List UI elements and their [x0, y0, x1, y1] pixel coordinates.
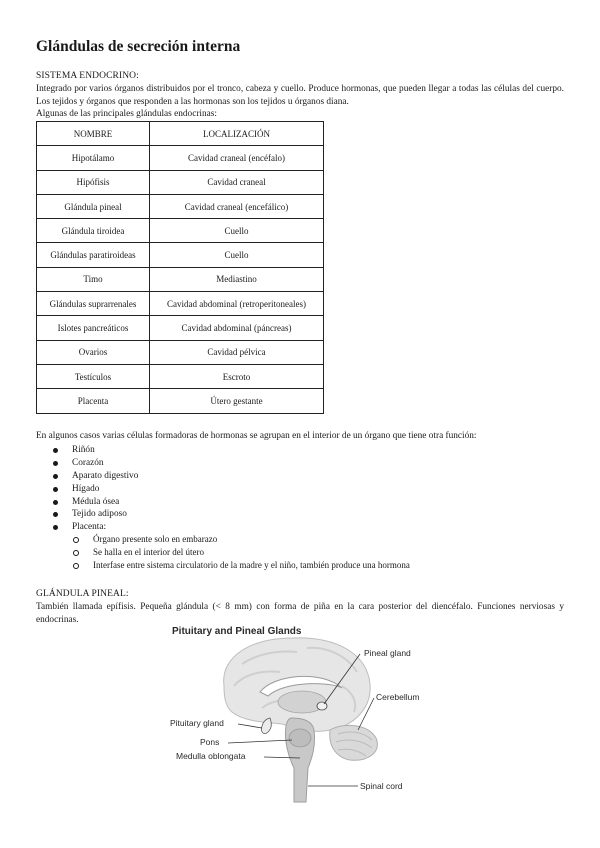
cell-localizacion: Cuello [150, 219, 324, 243]
list-item-text: Aparato digestivo [72, 470, 139, 481]
section-heading-sistema: SISTEMA ENDOCRINO: [36, 71, 139, 81]
pineal-paragraph: También llamada epífisis. Pequeña glándula (< 8 mm) con forma de piña en la cara posterior del diencéfalo. Funciones nerviosas y endocrinas. [36, 602, 564, 625]
bullet-icon [53, 461, 58, 466]
label-cerebellum: Cerebellum [376, 692, 420, 702]
sublist-item-text: Se halla en el interior del útero [93, 547, 204, 558]
table-row [37, 292, 324, 316]
table-row [37, 219, 324, 243]
label-pituitary-gland: Pituitary gland [170, 718, 224, 728]
table-row [37, 316, 324, 340]
list-item [50, 444, 138, 457]
cell-nombre: Glándulas paratiroideas [37, 243, 150, 267]
page-title: Glándulas de secreción interna [36, 38, 241, 55]
cell-localizacion: Escroto [150, 364, 324, 388]
table-row [37, 364, 324, 388]
table-intro: Algunas de las principales glándulas endocrinas: [36, 109, 217, 119]
hollow-bullet-icon [73, 563, 79, 569]
sublist-item [71, 533, 410, 546]
figure-title: Pituitary and Pineal Glands [172, 626, 302, 637]
sublist-item [71, 559, 410, 572]
table-row [37, 146, 324, 170]
cell-nombre: Hipófisis [37, 170, 150, 194]
table-row [37, 340, 324, 364]
cell-localizacion: Cavidad craneal (encefálico) [150, 194, 324, 218]
list-item-text: Hígado [72, 483, 100, 494]
cell-nombre: Testículos [37, 364, 150, 388]
label-spinal-cord: Spinal cord [360, 781, 403, 791]
cell-nombre: Timo [37, 267, 150, 291]
cell-localizacion: Cavidad craneal (encéfalo) [150, 146, 324, 170]
cell-localizacion: Mediastino [150, 267, 324, 291]
section-heading-pineal: GLÁNDULA PINEAL: [36, 589, 129, 599]
hollow-bullet-icon [73, 550, 79, 556]
bullet-icon [53, 500, 58, 505]
sistema-paragraph: Integrado por varios órganos distribuidos por el tronco, cabeza y cuello. Produce hormonas, que pueden llegar a todas las células del cuerpo. Los tejidos y órganos que responden a las hormonas son los tejidos u órganos diana. [36, 84, 564, 107]
glands-table [36, 121, 324, 414]
sublist-item-text: Órgano presente solo en embarazo [93, 534, 218, 544]
organs-list [50, 444, 138, 534]
cell-nombre: Glándula tiroidea [37, 219, 150, 243]
cell-nombre: Ovarios [37, 340, 150, 364]
list-item-text: Placenta: [72, 522, 107, 533]
sublist-item [71, 546, 410, 559]
column-header-nombre: NOMBRE [37, 122, 150, 146]
table-row [37, 267, 324, 291]
cell-nombre: Islotes pancreáticos [37, 316, 150, 340]
list-item [50, 470, 138, 483]
table-row [37, 243, 324, 267]
cell-nombre: Placenta [37, 389, 150, 413]
table-row [37, 389, 324, 413]
cell-localizacion: Cuello [150, 243, 324, 267]
pons-shape [289, 729, 311, 747]
table-header-row [37, 122, 324, 146]
hollow-bullet-icon [73, 537, 79, 543]
list-item-text: Médula ósea [72, 496, 120, 507]
cell-localizacion: Útero gestante [150, 389, 324, 413]
bullet-icon [53, 487, 58, 492]
organs-intro: En algunos casos varias células formadoras de hormonas se agrupan en el interior de un órgano que tiene otra función: [36, 431, 477, 441]
table-row [37, 194, 324, 218]
list-item-text: Riñón [72, 445, 95, 455]
bullet-icon [53, 512, 58, 517]
label-pineal-gland: Pineal gland [364, 648, 411, 658]
cell-localizacion: Cavidad abdominal (retroperitoneales) [150, 292, 324, 316]
thalamus-shape [278, 691, 326, 713]
cell-nombre: Glándula pineal [37, 194, 150, 218]
pineal-gland-shape [317, 702, 327, 710]
bullet-icon [53, 474, 58, 479]
list-item [50, 496, 138, 509]
cell-nombre: Hipotálamo [37, 146, 150, 170]
cerebellum-shape [330, 725, 378, 760]
list-item [50, 508, 138, 521]
placenta-sublist [71, 533, 410, 573]
cell-localizacion: Cavidad pélvica [150, 340, 324, 364]
label-medulla-oblongata: Medulla oblongata [176, 751, 246, 761]
list-item [50, 483, 138, 496]
column-header-localizacion: LOCALIZACIÓN [150, 122, 324, 146]
sublist-item-text: Interfase entre sistema circulatorio de la madre y el niño, también produce una hormona [93, 560, 410, 571]
list-item [50, 457, 138, 470]
brain-figure [162, 626, 452, 804]
bullet-icon [53, 525, 58, 530]
label-pons: Pons [200, 737, 220, 747]
list-item-text: Tejido adiposo [72, 509, 127, 520]
list-item-text: Corazón [72, 457, 104, 468]
bullet-icon [53, 448, 58, 453]
cell-localizacion: Cavidad craneal [150, 170, 324, 194]
table-row [37, 170, 324, 194]
cell-localizacion: Cavidad abdominal (páncreas) [150, 316, 324, 340]
cell-nombre: Glándulas suprarrenales [37, 292, 150, 316]
